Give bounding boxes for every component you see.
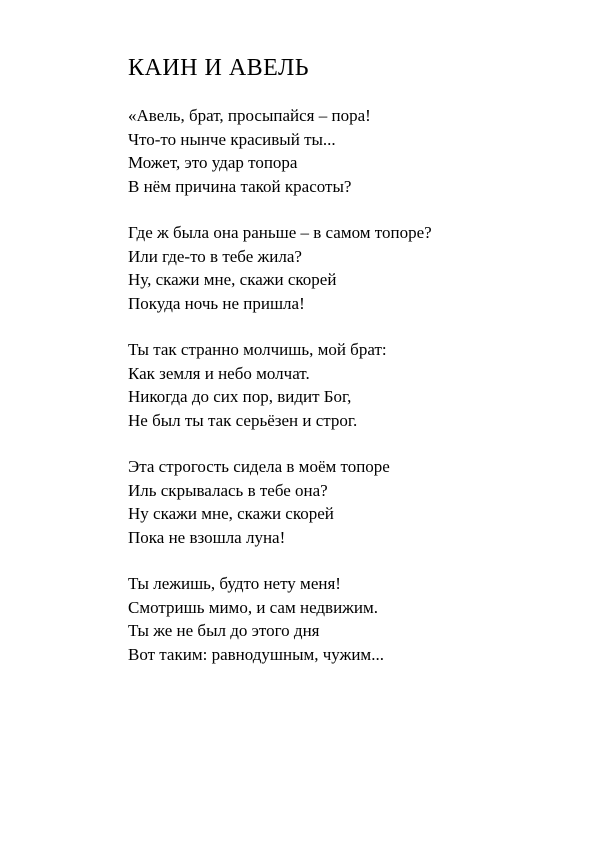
poem-line: В нём причина такой красоты? bbox=[128, 176, 352, 196]
poem-line: Ты так странно молчишь, мой брат: bbox=[128, 340, 387, 359]
stanza-1 bbox=[128, 104, 568, 198]
poem-line: Как земля и небо молчат. bbox=[128, 363, 310, 383]
poem-line: Ну, скажи мне, скажи скорей bbox=[128, 270, 337, 289]
poem-line: Где ж была она раньше – в самом топоре? bbox=[128, 223, 432, 242]
poem-line: Иль скрывалась в тебе она? bbox=[128, 480, 328, 500]
stanza-3 bbox=[128, 338, 568, 432]
poem-line: Ты же не был до этого дня bbox=[128, 621, 320, 640]
stanza-4 bbox=[128, 455, 568, 549]
poem-line: «Авель, брат, просыпайся – пора! bbox=[128, 106, 371, 125]
poem-line: Ты лежишь, будто нету меня! bbox=[128, 574, 341, 593]
poem-line: Может, это удар топора bbox=[128, 153, 298, 172]
poem-line: Вот таким: равнодушным, чужим... bbox=[128, 644, 384, 664]
poem-line: Или где-то в тебе жила? bbox=[128, 246, 302, 266]
poem-line: Смотришь мимо, и сам недвижим. bbox=[128, 597, 379, 617]
poem-line: Никогда до сих пор, видит Бог, bbox=[128, 387, 352, 406]
poem-line: Покуда ночь не пришла! bbox=[128, 293, 305, 313]
poem-body bbox=[128, 104, 568, 689]
poem-line: Пока не взошла луна! bbox=[128, 527, 286, 547]
poem-line: Не был ты так серьёзен и строг. bbox=[128, 410, 358, 430]
stanza-2 bbox=[128, 221, 568, 315]
stanza-5 bbox=[128, 572, 568, 666]
poem-line: Ну скажи мне, скажи скорей bbox=[128, 504, 334, 523]
poem-line: Что-то нынче красивый ты... bbox=[128, 129, 336, 149]
poem-title: КАИН И АВЕЛЬ bbox=[128, 55, 310, 81]
poem-line: Эта строгость сидела в моём топоре bbox=[128, 457, 390, 476]
